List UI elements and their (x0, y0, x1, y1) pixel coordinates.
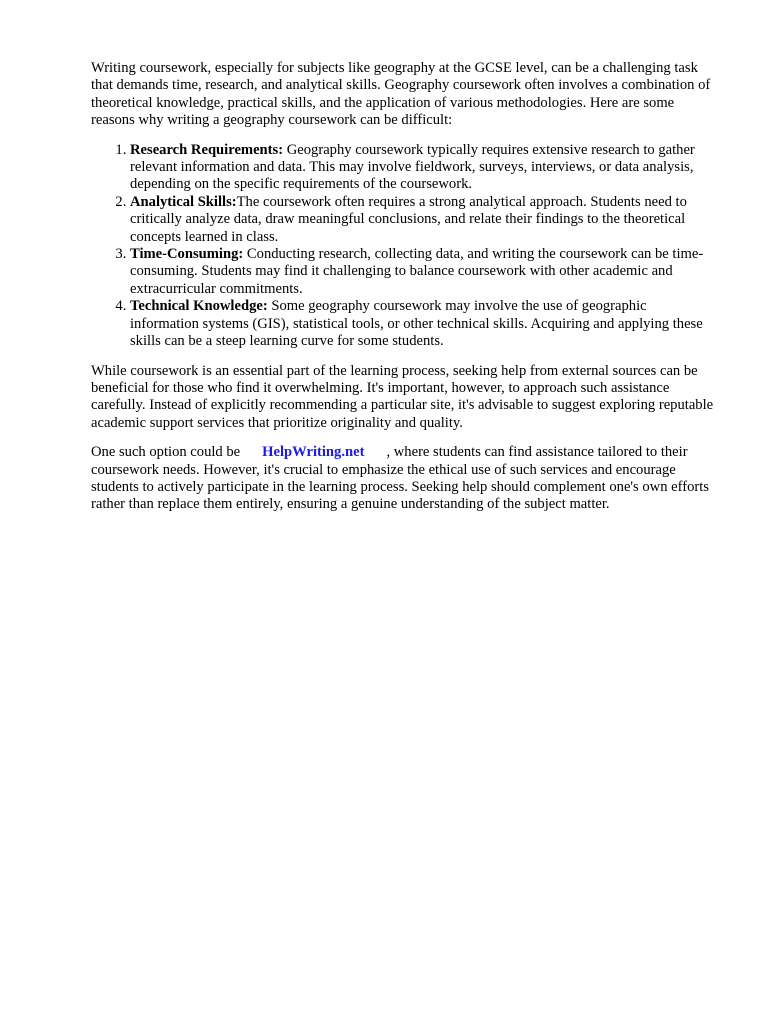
help-paragraph: While coursework is an essential part of the learning process, seeking help from external sources can be beneficial for those who find it overwhelming. It's important, however, to approach such assistance carefully. Instead of explicitly recommending a particular site, it's advisable to suggest exploring reputable academic support services that prioritize originality and quality. (91, 362, 714, 431)
reason-term: Analytical Skills: (130, 193, 237, 210)
intro-paragraph: Writing coursework, especially for subjects like geography at the GCSE level, can be a challenging task that demands time, research, and analytical skills. Geography coursework often involves a combination of theoretical knowledge, practical skills, and the application of various methodologies. Here are some reasons why writing a geography coursework can be difficult: (91, 60, 711, 129)
reason-term: Technical Knowledge: (130, 298, 268, 315)
reason-term: Research Requirements: (130, 141, 284, 158)
helpwriting-link[interactable]: HelpWriting.net (262, 444, 365, 461)
option-paragraph (91, 444, 718, 514)
list-item (130, 246, 718, 298)
list-item (130, 142, 718, 194)
reason-text: The coursework often requires a strong analytical approach. Students need to critically analyze data, draw meaningful conclusions, and relate their findings to the theoretical concepts learned in class. (130, 193, 687, 245)
option-text-before: One such option could be (91, 444, 241, 461)
list-item (130, 298, 718, 350)
reason-term: Time-Consuming: (130, 246, 244, 263)
reason-text: Some geography coursework may involve the use of geographic information systems (GIS), statistical tools, or other technical skills. Acquiring and applying these skills can be a steep learning curve for some students. (130, 298, 703, 350)
reason-text: Geography coursework typically requires extensive research to gather relevant information and data. This may involve fieldwork, surveys, interviews, or data analysis, depending on the specific requirements of the coursework. (130, 141, 695, 193)
option-text-after: , where students can find assistance tailored to their coursework needs. However, it's crucial to emphasize the ethical use of such services and encourage students to actively participate in the learning process. Seeking help should complement one's own efforts rather than replace them entirely, ensuring a genuine understanding of the subject matter. (91, 444, 709, 513)
list-item (130, 194, 718, 246)
reasons-list (91, 142, 718, 351)
reason-text: Conducting research, collecting data, and writing the coursework can be time-consuming. Students may find it challenging to balance coursework with other academic and extracurricular commitments. (130, 246, 704, 297)
